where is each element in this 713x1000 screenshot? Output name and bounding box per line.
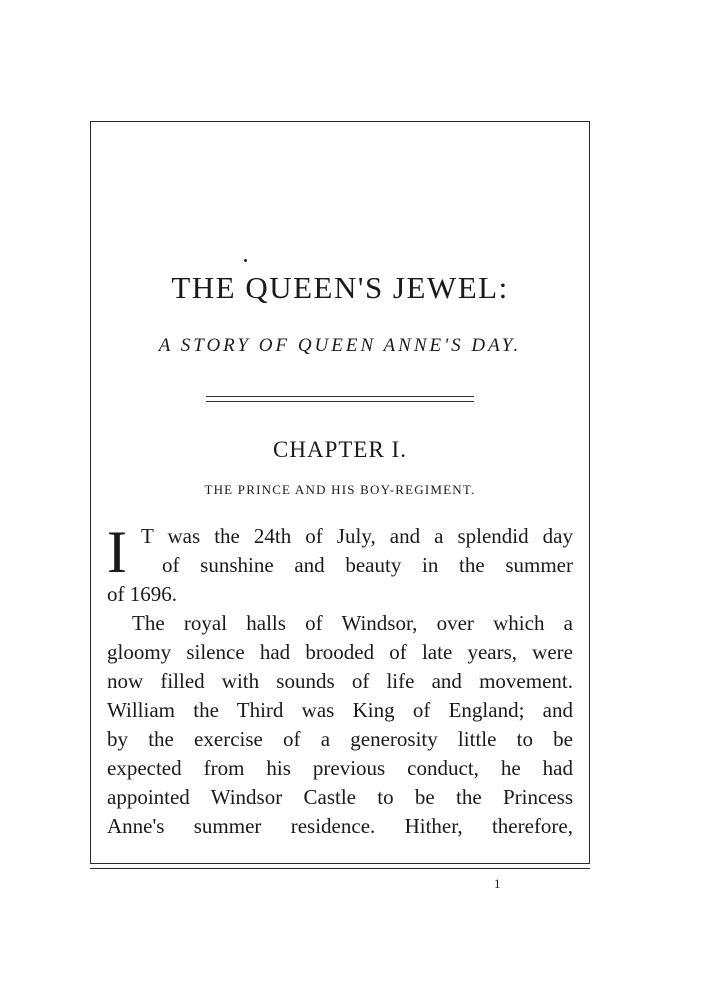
book-title: THE QUEEN'S JEWEL: xyxy=(171,270,509,305)
bottom-rule xyxy=(90,868,590,869)
chapter-subtitle: THE PRINCE AND HIS BOY-REGIMENT. xyxy=(204,482,476,497)
ornament-dot xyxy=(244,259,247,262)
page-number: 1 xyxy=(494,876,501,891)
book-subtitle: A STORY OF QUEEN ANNE'S DAY. xyxy=(158,335,522,356)
text-line: of sunshine and beauty in the summer xyxy=(162,553,573,577)
text-line: of 1696. xyxy=(107,582,177,606)
text-line: Anne's summer residence. Hither, therefore, xyxy=(107,814,573,838)
text-line: appointed Windsor Castle to be the Princess xyxy=(107,785,573,809)
drop-cap: I xyxy=(107,519,127,585)
chapter-title: CHAPTER I. xyxy=(273,437,407,462)
double-rule-divider xyxy=(206,396,474,402)
text-line: T was the 24th of July, and a splendid day xyxy=(141,524,573,548)
text-line: by the exercise of a generosity little to be xyxy=(107,727,573,751)
text-line: now filled with sounds of life and movement. xyxy=(107,669,573,693)
text-line: expected from his previous conduct, he had xyxy=(107,756,573,780)
text-line: gloomy silence had brooded of late years, were xyxy=(107,640,573,664)
text-line: The royal halls of Windsor, over which a xyxy=(132,611,573,635)
body-text xyxy=(107,519,573,841)
text-line: William the Third was King of England; and xyxy=(107,698,573,722)
